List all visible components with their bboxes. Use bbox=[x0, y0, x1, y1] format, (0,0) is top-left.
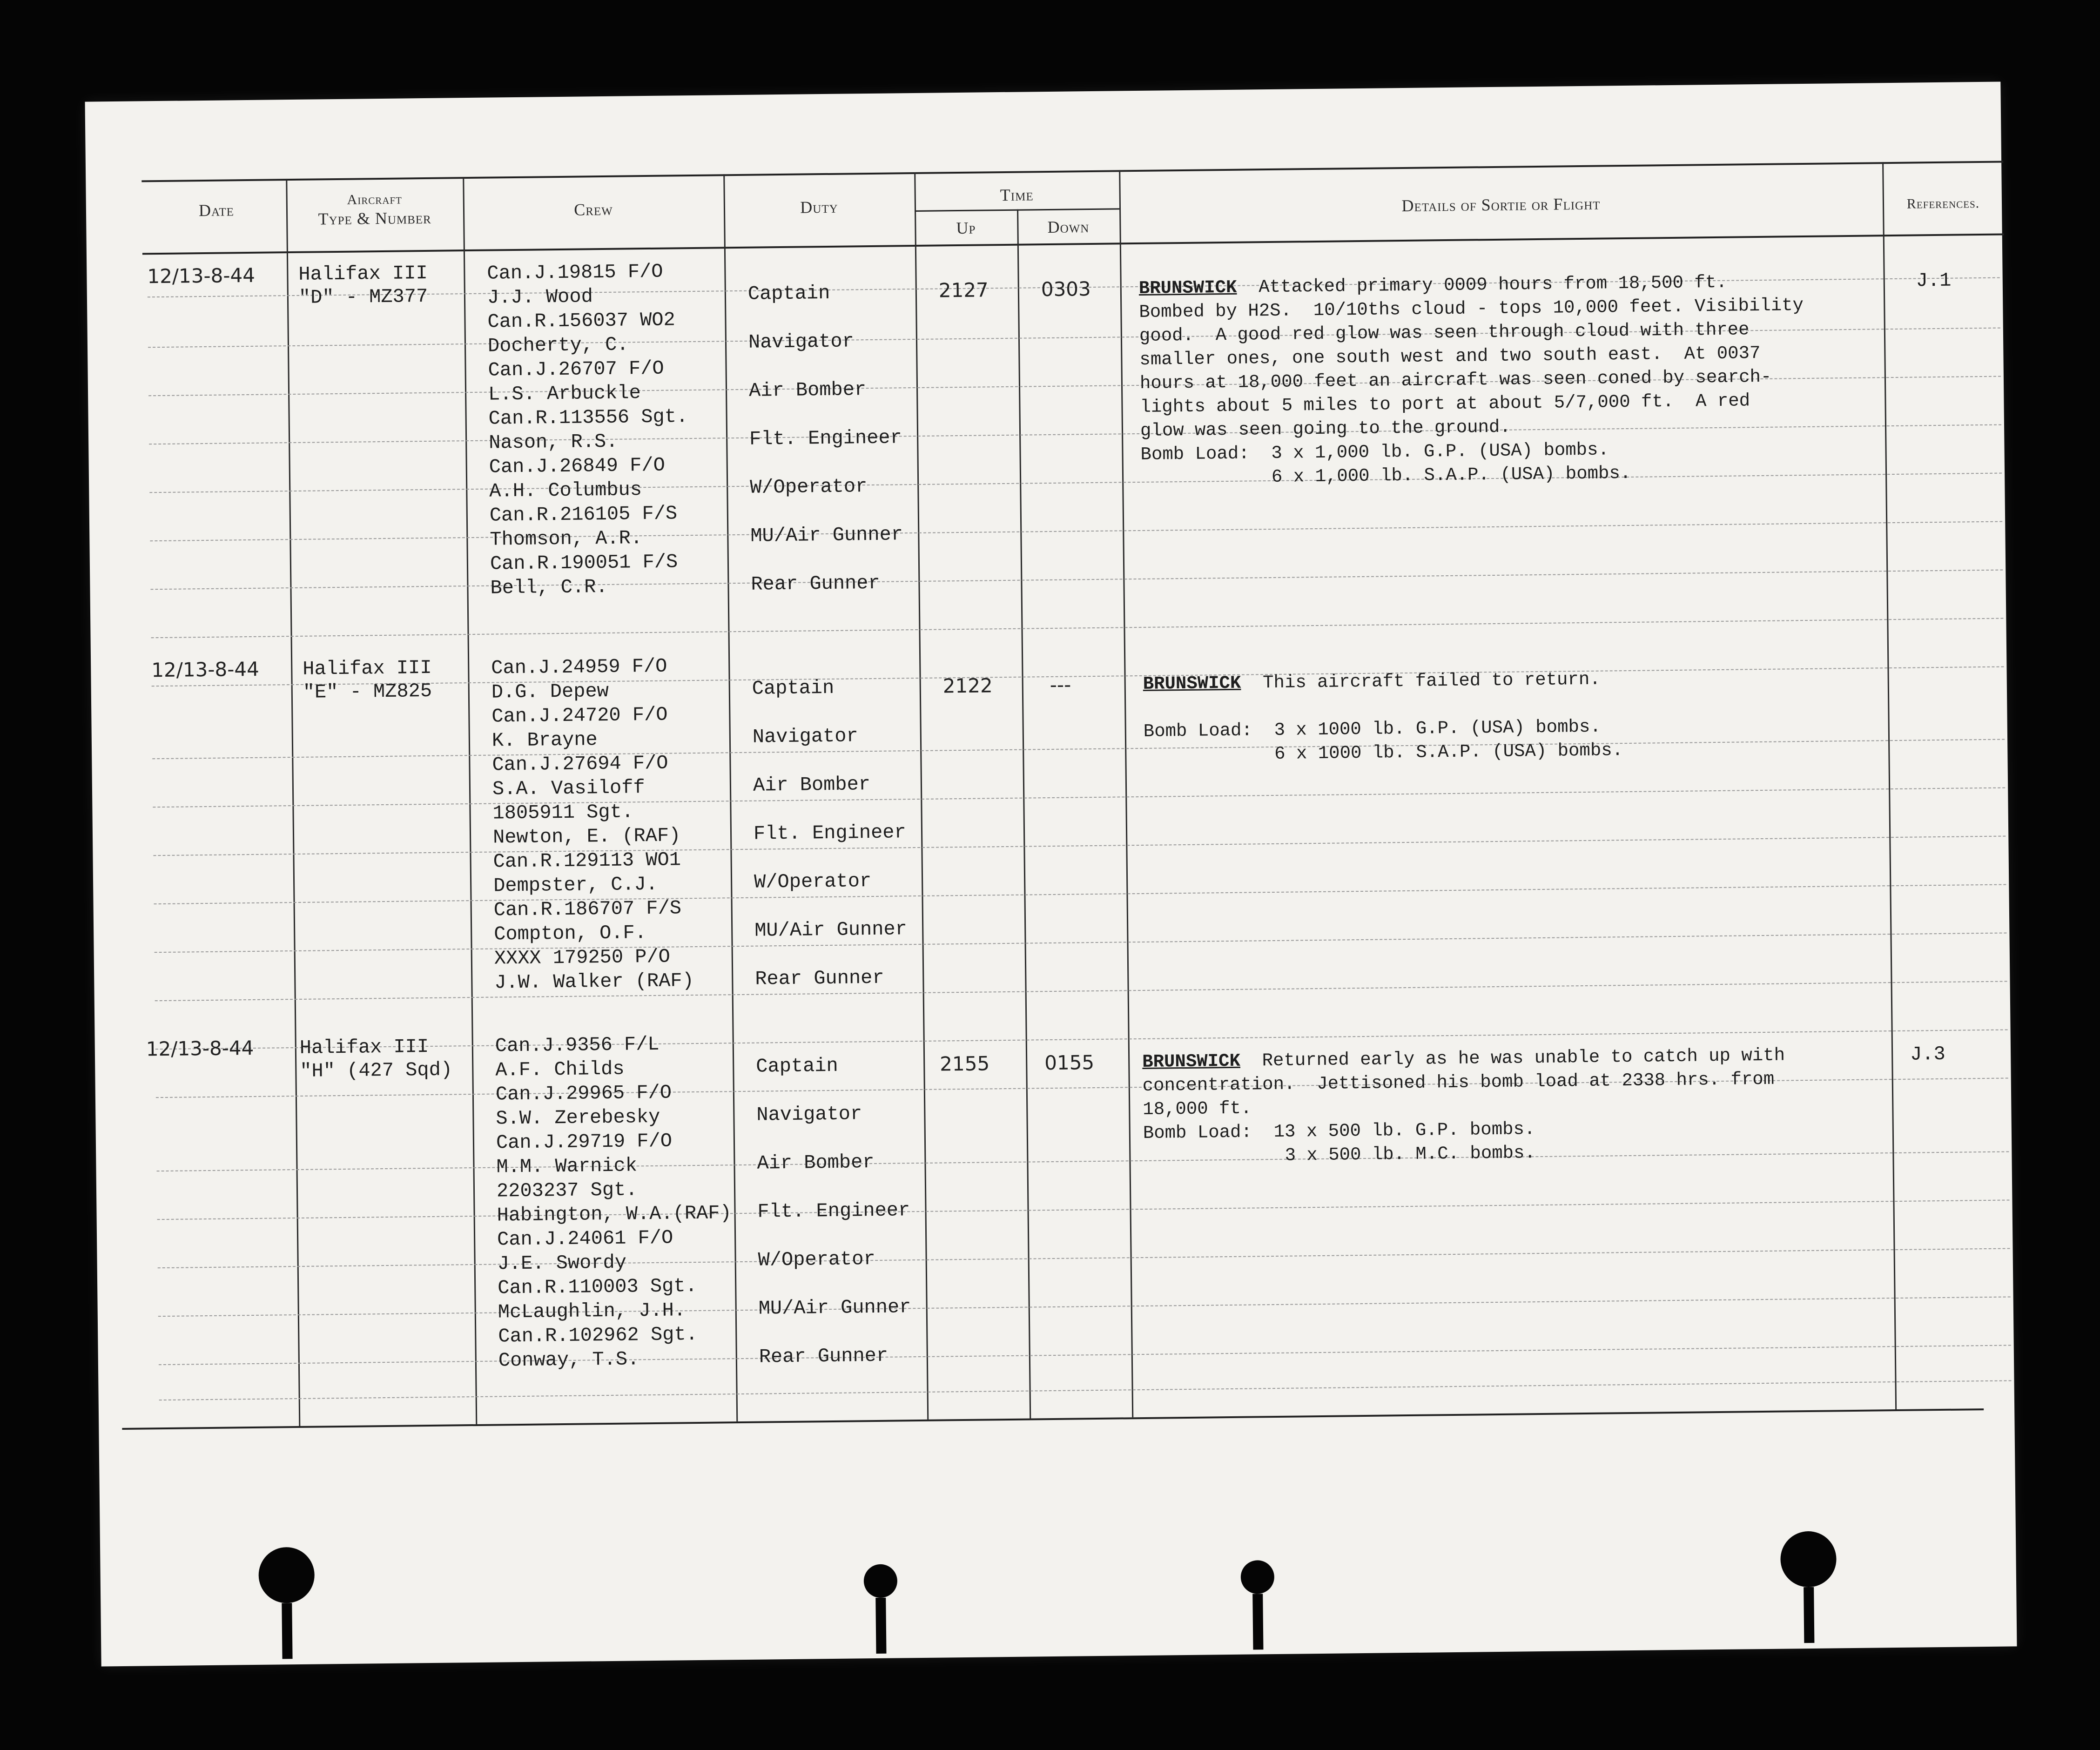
details-line: smaller ones, one south west and two south east. At 0037 bbox=[1139, 343, 1761, 370]
duty-label: Air Bomber bbox=[757, 1151, 875, 1175]
time-up: 2155 bbox=[940, 1052, 990, 1076]
header-date: Date bbox=[198, 201, 235, 220]
crew-name: A.H. Columbus bbox=[489, 478, 642, 503]
crew-service-number: 1805911 Sgt. bbox=[492, 801, 634, 825]
time-up: 2127 bbox=[938, 278, 989, 302]
crew-name: J.J. Wood bbox=[487, 285, 593, 309]
aircraft-number: "E" - MZ825 bbox=[303, 680, 432, 704]
reference-code: J.1 bbox=[1916, 269, 1952, 292]
duty-label: MU/Air Gunner bbox=[754, 918, 908, 942]
binder-hole bbox=[1240, 1560, 1274, 1594]
details-line: concentration. Jettisoned his bomb load at 2338 hrs. from bbox=[1142, 1069, 1775, 1096]
crew-service-number: Can.J.24720 F/O bbox=[491, 703, 668, 728]
crew-service-number: Can.J.26707 F/O bbox=[488, 357, 664, 382]
bomb-load-line: Bomb Load: 3 x 1,000 lb. G.P. (USA) bombs. bbox=[1140, 439, 1609, 465]
crew-name: S.W. Zerebesky bbox=[496, 1105, 660, 1130]
aircraft-number: "H" (427 Sqd) bbox=[300, 1058, 453, 1083]
column-divider-time bbox=[1119, 170, 1133, 1417]
crew-service-number: Can.J.29965 F/O bbox=[495, 1081, 672, 1106]
time-down: 0155 bbox=[1044, 1051, 1095, 1075]
crew-name: J.W. Walker (RAF) bbox=[494, 969, 694, 994]
duty-label: W/Operator bbox=[758, 1247, 875, 1272]
crew-service-number: Can.R.186707 F/S bbox=[493, 897, 682, 922]
header-aircraft-line2: Type & Number bbox=[318, 208, 431, 229]
crew-name: Nason, R.S. bbox=[488, 430, 618, 454]
header-aircraft-line1: Aircraft bbox=[347, 191, 403, 208]
crew-service-number: XXXX 179250 P/O bbox=[494, 945, 671, 970]
ruled-line bbox=[157, 1151, 2009, 1171]
duty-label: Flt. Engineer bbox=[749, 426, 902, 451]
duty-label: Flt. Engineer bbox=[753, 821, 906, 845]
crew-name: Dempster, C.J. bbox=[493, 873, 658, 897]
details-first-line bbox=[1143, 668, 1600, 696]
crew-service-number: Can.R.156037 WO2 bbox=[487, 309, 676, 333]
duty-label: Captain bbox=[747, 282, 830, 305]
crew-name: Habington, W.A.(RAF) bbox=[497, 1202, 732, 1227]
column-divider-date bbox=[286, 179, 300, 1426]
crew-name: Compton, O.F. bbox=[494, 922, 647, 946]
binder-hole bbox=[258, 1547, 315, 1603]
crew-name: Bell, C.R. bbox=[490, 575, 608, 599]
duty-label: W/Operator bbox=[750, 475, 868, 499]
bomb-load-line: Bomb Load: 13 x 500 lb. G.P. bombs. bbox=[1143, 1119, 1535, 1144]
details-text: Returned early as he was unable to catch up with bbox=[1240, 1045, 1785, 1071]
ruled-line bbox=[150, 521, 2002, 542]
ruled-line bbox=[149, 424, 2001, 445]
column-divider-up bbox=[1017, 209, 1031, 1419]
duty-label: Rear Gunner bbox=[755, 966, 884, 990]
bomb-load-line: 6 x 1,000 lb. S.A.P. (USA) bombs. bbox=[1140, 463, 1631, 489]
header-references: References. bbox=[1906, 195, 1980, 212]
duty-label: Rear Gunner bbox=[759, 1344, 888, 1368]
crew-name: L.S. Arbuckle bbox=[488, 382, 641, 406]
crew-service-number: Can.J.9356 F/L bbox=[495, 1033, 660, 1057]
column-divider-aircraft bbox=[463, 177, 477, 1424]
details-line: lights about 5 miles to port at about 5/7,000 ft. A red bbox=[1140, 390, 1750, 417]
crew-service-number: Can.J.29719 F/O bbox=[496, 1130, 673, 1154]
ruled-line bbox=[155, 981, 2007, 1001]
duty-label: Captain bbox=[756, 1054, 838, 1078]
crew-service-number: Can.R.190051 F/S bbox=[490, 551, 678, 575]
crew-name: Thomson, A.R. bbox=[490, 527, 643, 551]
aircraft-type: Halifax III bbox=[298, 262, 428, 286]
aircraft-number: "D" - MZ377 bbox=[298, 285, 428, 309]
binder-hole bbox=[1780, 1531, 1837, 1587]
crew-name: Conway, T.S. bbox=[498, 1348, 639, 1372]
duty-label: Air Bomber bbox=[748, 378, 867, 402]
ruled-line bbox=[152, 739, 2005, 760]
crew-name: S.A. Vasiloff bbox=[492, 776, 645, 801]
details-text: This aircraft failed to return. bbox=[1241, 669, 1601, 693]
crew-name: M.M. Warnick bbox=[496, 1154, 638, 1178]
sortie-date: 12/13-8-44 bbox=[147, 263, 256, 288]
bomb-load-line: Bomb Load: 3 x 1000 lb. G.P. (USA) bombs. bbox=[1143, 716, 1601, 742]
crew-name: K. Brayne bbox=[491, 728, 598, 752]
target-name: BRUNSWICK bbox=[1138, 277, 1237, 299]
record-sheet bbox=[85, 82, 2017, 1667]
details-text: Attacked primary 0009 hours from 18,500 ft. bbox=[1237, 272, 1727, 298]
sortie-date: 12/13-8-44 bbox=[146, 1036, 254, 1061]
crew-service-number: Can.R.102962 Sgt. bbox=[498, 1323, 698, 1348]
header-top-rule bbox=[141, 161, 2003, 182]
aircraft-type: Halifax III bbox=[303, 656, 432, 680]
crew-service-number: Can.J.19815 F/O bbox=[487, 260, 663, 285]
ruled-line bbox=[155, 933, 2007, 953]
target-name: BRUNSWICK bbox=[1143, 673, 1241, 694]
header-time-up: Up bbox=[956, 218, 976, 238]
details-line: hours at 18,000 feet an aircraft was seen coned by search- bbox=[1139, 366, 1772, 394]
sortie-date: 12/13-8-44 bbox=[151, 657, 260, 682]
duty-label: MU/Air Gunner bbox=[750, 523, 903, 547]
ruled-line bbox=[153, 836, 2006, 856]
crew-service-number: Can.R.129113 WO1 bbox=[493, 848, 681, 873]
bomb-load-line: 6 x 1000 lb. S.A.P. (USA) bombs. bbox=[1144, 740, 1623, 766]
crew-service-number: Can.J.26849 F/O bbox=[489, 454, 666, 478]
binder-hole bbox=[864, 1564, 898, 1598]
ruled-line bbox=[158, 1248, 2010, 1268]
crew-service-number: Can.R.110003 Sgt. bbox=[497, 1275, 697, 1299]
crew-name: McLaughlin, J.H. bbox=[498, 1299, 686, 1324]
target-name: BRUNSWICK bbox=[1142, 1050, 1241, 1072]
crew-name: Docherty, C. bbox=[487, 333, 629, 357]
crew-service-number: Can.J.24061 F/O bbox=[497, 1226, 673, 1251]
crew-name: Newton, E. (RAF) bbox=[492, 824, 681, 849]
duty-label: Navigator bbox=[752, 725, 858, 748]
header-time: Time bbox=[1000, 185, 1034, 205]
column-divider-crew bbox=[723, 174, 738, 1421]
ruled-line bbox=[151, 618, 2004, 639]
ruled-line bbox=[158, 1296, 2011, 1320]
header-duty: Duty bbox=[800, 197, 838, 217]
crew-name: A.F. Childs bbox=[495, 1057, 625, 1082]
bomb-load-line: 3 x 500 lb. M.C. bombs. bbox=[1143, 1143, 1536, 1167]
crew-service-number: Can.J.27694 F/O bbox=[492, 752, 668, 776]
duty-label: MU/Air Gunner bbox=[758, 1296, 911, 1320]
table-bottom-rule bbox=[122, 1408, 1984, 1430]
header-time-down: Down bbox=[1047, 217, 1090, 237]
details-line: Bombed by H2S. 10/10ths cloud - tops 10,000 feet. Visibility bbox=[1139, 295, 1804, 323]
ruled-line bbox=[153, 788, 2005, 808]
crew-service-number: Can.R.113556 Sgt. bbox=[488, 405, 688, 430]
crew-name: D.G. Depew bbox=[491, 680, 609, 704]
duty-label: Flt. Engineer bbox=[757, 1199, 910, 1223]
details-line: good. A good red glow was seen through cloud with three bbox=[1139, 319, 1750, 346]
column-divider-details bbox=[1882, 162, 1897, 1409]
time-up: 2122 bbox=[942, 674, 993, 698]
duty-label: Navigator bbox=[756, 1103, 862, 1126]
details-line: glow was seen going to the ground. bbox=[1140, 417, 1511, 441]
ruled-line bbox=[150, 570, 2003, 590]
crew-service-number: Can.R.216105 F/S bbox=[489, 502, 678, 527]
duty-label: Rear Gunner bbox=[751, 572, 880, 596]
duty-label: Navigator bbox=[748, 330, 855, 354]
aircraft-type: Halifax III bbox=[299, 1036, 429, 1059]
duty-label: Captain bbox=[752, 676, 835, 700]
ruled-line bbox=[157, 1199, 2010, 1220]
duty-label: Air Bomber bbox=[753, 773, 871, 797]
ruled-line bbox=[154, 884, 2006, 905]
crew-service-number: 2203237 Sgt. bbox=[496, 1178, 638, 1203]
time-down: 0303 bbox=[1041, 277, 1091, 301]
header-crew: Crew bbox=[574, 200, 613, 219]
details-line: 18,000 ft. bbox=[1143, 1098, 1252, 1120]
reference-code: J.3 bbox=[1910, 1043, 1946, 1066]
crew-name: J.E. Swordy bbox=[497, 1251, 627, 1275]
ruled-line bbox=[159, 1345, 2011, 1365]
column-divider-duty bbox=[914, 172, 929, 1420]
duty-label: W/Operator bbox=[754, 870, 872, 894]
crew-service-number: Can.J.24959 F/O bbox=[491, 655, 667, 680]
header-details: Details of Sortie or Flight bbox=[1401, 194, 1601, 215]
ruled-line bbox=[159, 1380, 2012, 1400]
time-down: --- bbox=[1050, 673, 1071, 696]
ruled-line bbox=[149, 473, 2002, 493]
